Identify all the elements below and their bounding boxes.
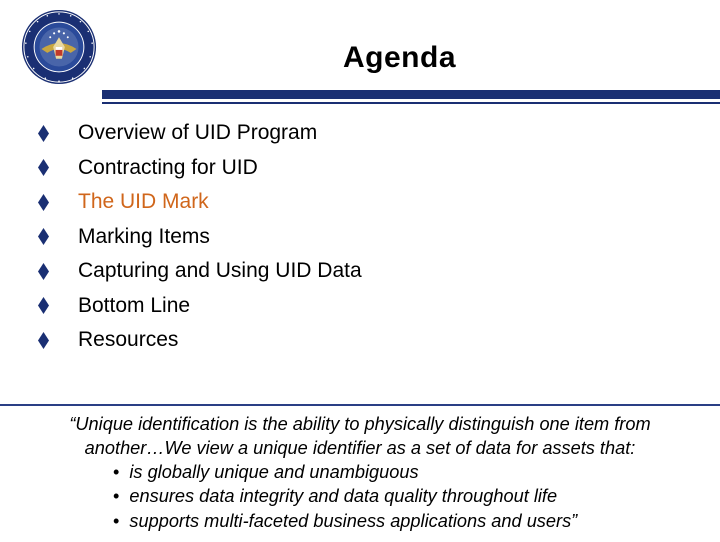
diamond-bullet-icon — [30, 194, 78, 211]
diamond-bullet-icon — [30, 159, 78, 176]
quote-bullet: • supports multi-faceted business applications and users” — [113, 509, 577, 533]
quote-bullet: • ensures data integrity and data quality throughout life — [113, 484, 577, 508]
quote-line: “Unique identification is the ability to physically distinguish one item from — [69, 414, 651, 434]
agenda-item-label: Resources — [78, 328, 179, 352]
agenda-item-label: Bottom Line — [78, 293, 191, 317]
diamond-bullet-icon — [30, 297, 78, 314]
agenda-item — [30, 289, 362, 324]
agenda-item-label: Contracting for UID — [78, 155, 258, 179]
diamond-bullet-icon — [30, 228, 78, 245]
department-of-defense-seal-icon — [20, 8, 98, 86]
header-rule-thin — [102, 102, 720, 104]
agenda-item-label: The UID Mark — [78, 190, 209, 214]
agenda-item — [30, 116, 362, 151]
diamond-bullet-icon — [30, 125, 78, 142]
agenda-item-label: Capturing and Using UID Data — [78, 259, 362, 283]
diamond-bullet-icon — [30, 332, 78, 349]
agenda-item-label: Overview of UID Program — [78, 121, 318, 145]
quote-bullet: • is globally unique and unambiguous — [113, 460, 577, 484]
agenda-item — [30, 151, 362, 186]
agenda-list — [30, 116, 362, 358]
agenda-item — [30, 220, 362, 255]
agenda-item — [30, 323, 362, 358]
quote-bullet-list — [113, 460, 577, 533]
diamond-bullet-icon — [30, 263, 78, 280]
page-title: Agenda — [343, 41, 457, 74]
agenda-item-label: Marking Items — [78, 224, 210, 248]
definition-quote-box — [0, 404, 720, 542]
header-rule-thick — [102, 90, 720, 99]
quote-text — [0, 412, 720, 460]
agenda-item-current — [30, 185, 362, 220]
quote-line: another…We view a unique identifier as a set of data for assets that: — [84, 438, 636, 458]
agenda-item — [30, 254, 362, 289]
